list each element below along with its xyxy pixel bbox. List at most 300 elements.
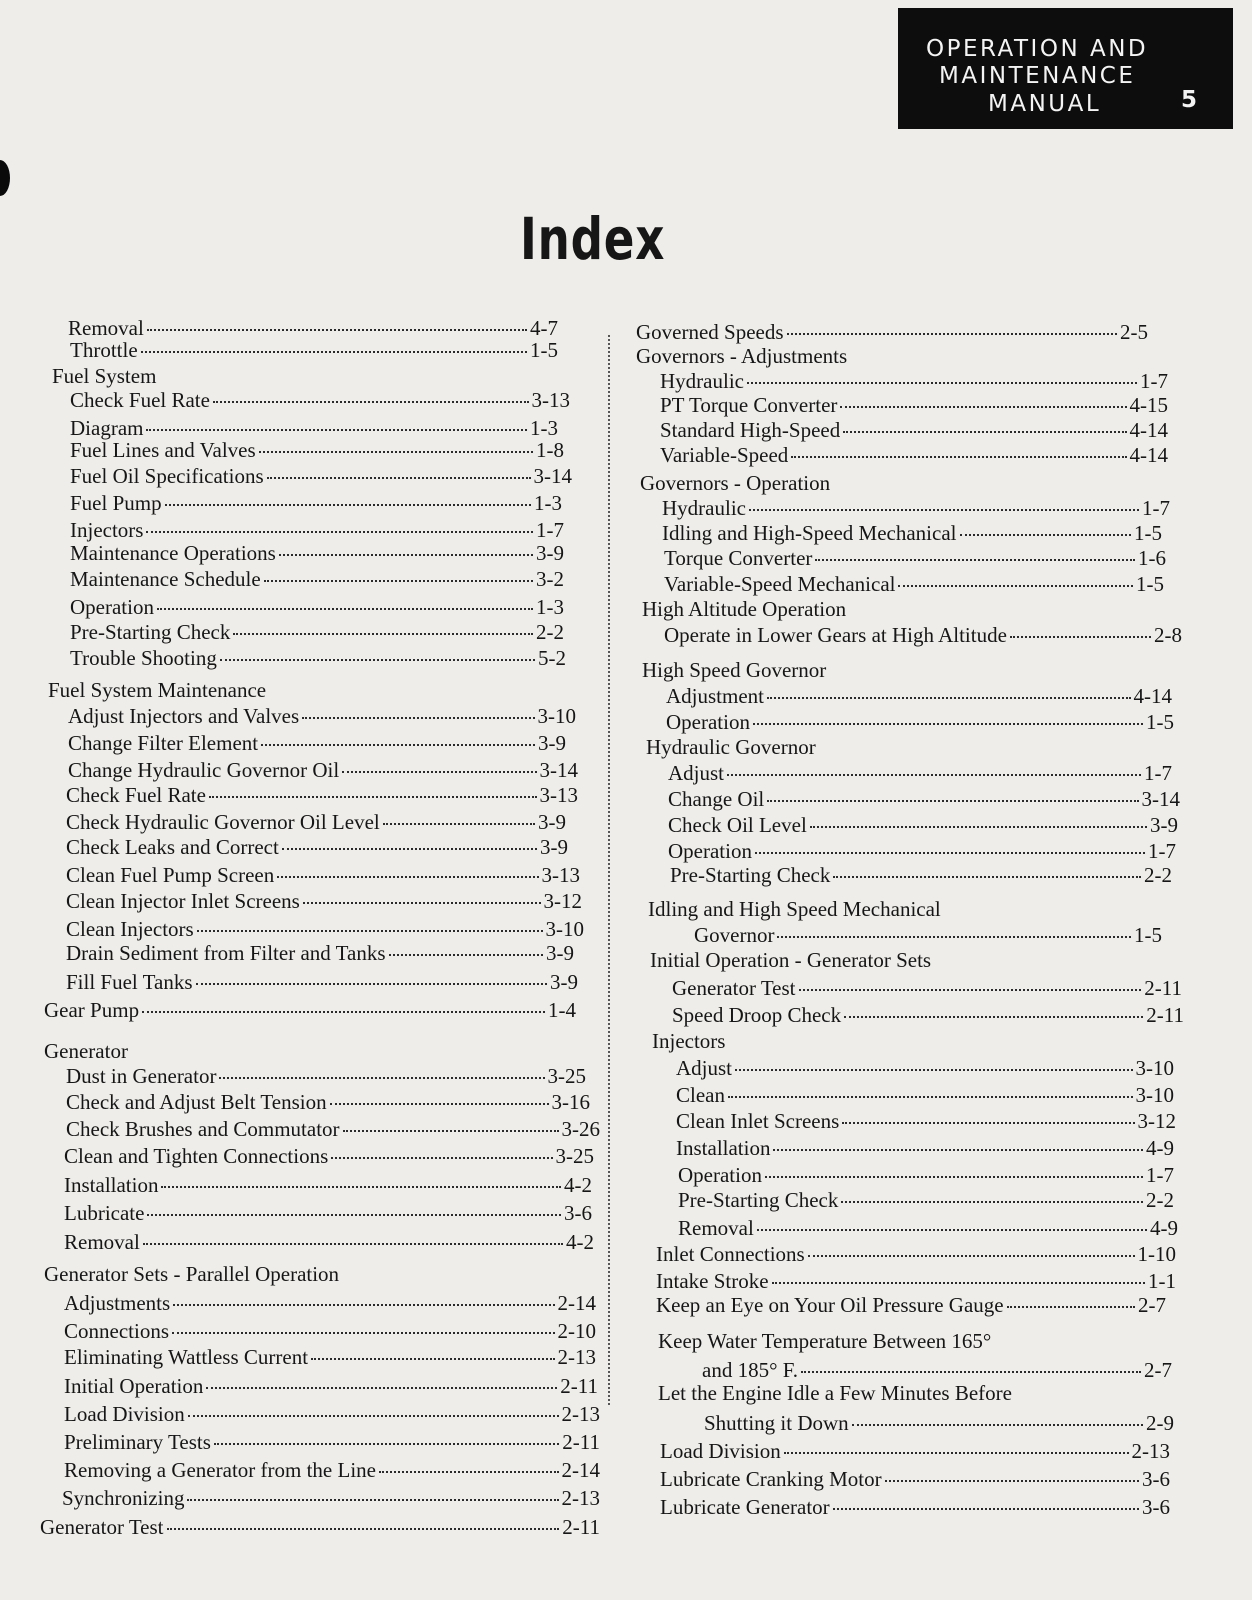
leader-dots (765, 1175, 1143, 1178)
index-entry-page: 1-3 (530, 416, 558, 440)
index-entry-label: Governors - Operation (640, 471, 831, 495)
index-entry (64, 1290, 596, 1316)
index-entry-page: 4-15 (1129, 393, 1168, 417)
leader-dots (843, 430, 1126, 433)
leader-dots (330, 1102, 549, 1105)
index-heading (642, 596, 846, 622)
index-entry-page: 3-13 (539, 783, 578, 807)
index-entry-page: 3-13 (541, 863, 580, 887)
index-entry-page: 3-9 (540, 835, 568, 859)
leader-dots (1007, 1305, 1135, 1308)
index-heading (646, 734, 816, 760)
index-entry (70, 619, 564, 645)
index-entry-label: Operation (678, 1163, 762, 1187)
index-entry-page: 2-2 (1146, 1188, 1174, 1212)
index-entry-label: Maintenance Schedule (70, 567, 261, 591)
index-entry-page: 2-11 (562, 1515, 600, 1539)
index-entry (66, 1116, 600, 1142)
index-entry (636, 319, 1148, 345)
index-entry-page: 1-7 (1140, 369, 1168, 393)
index-entry-label: Check and Adjust Belt Tension (66, 1090, 327, 1114)
index-heading (44, 1038, 128, 1064)
leader-dots (810, 825, 1147, 828)
index-entry-label: Load Division (64, 1402, 185, 1426)
index-entry-page: 1-3 (536, 595, 564, 619)
index-entry-page: 1-1 (1148, 1269, 1176, 1293)
leader-dots (302, 716, 534, 719)
index-entry (66, 940, 574, 966)
index-entry-label: Operation (70, 595, 154, 619)
leader-dots (755, 851, 1145, 854)
index-entry-page: 3-2 (536, 567, 564, 591)
index-entry-label: Inlet Connections (656, 1242, 805, 1266)
index-entry (70, 540, 564, 566)
index-entry-label: Idling and High-Speed Mechanical (662, 521, 957, 545)
index-heading (658, 1328, 991, 1354)
page-title: Index (520, 205, 666, 273)
index-entry-label: Trouble Shooting (70, 646, 217, 670)
index-entry-page: 3-9 (536, 541, 564, 565)
index-entry-label: Governor (694, 923, 775, 947)
index-entry-page: 3-10 (545, 917, 584, 941)
index-heading (52, 363, 156, 389)
index-entry-label: Clean Inlet Screens (676, 1109, 840, 1133)
leader-dots (197, 929, 543, 932)
index-entry-page: 2-13 (557, 1345, 596, 1369)
leader-dots (165, 503, 531, 506)
index-entry-label: Connections (64, 1319, 169, 1343)
index-entry-label: Speed Droop Check (672, 1003, 842, 1027)
index-entry (70, 337, 558, 363)
index-entry-page: 2-2 (1144, 863, 1172, 887)
index-entry-page: 5-2 (538, 646, 566, 670)
index-entry-label: Hydraulic (662, 496, 746, 520)
leader-dots (261, 743, 535, 746)
index-entry-label: Initial Operation (64, 1374, 204, 1398)
index-entry (66, 862, 580, 888)
index-entry-label: Pre-Starting Check (70, 620, 231, 644)
index-entry-label: Installation (676, 1136, 771, 1160)
index-entry-label: Preliminary Tests (64, 1430, 211, 1454)
index-entry (70, 387, 570, 413)
leader-dots (220, 658, 535, 661)
index-heading (652, 1028, 725, 1054)
index-entry-page: 2-11 (1144, 976, 1182, 1000)
index-entry-page: 3-13 (531, 388, 570, 412)
index-entry (670, 862, 1172, 888)
leader-dots (885, 1479, 1139, 1482)
manual-header-box (898, 8, 1233, 129)
index-entry-label: Keep an Eye on Your Oil Pressure Gauge (656, 1293, 1004, 1317)
index-entry-page: 4-14 (1129, 443, 1168, 467)
index-entry-label: Fuel Oil Specifications (70, 464, 264, 488)
index-entry-page: 3-25 (555, 1144, 594, 1168)
index-entry-label: Standard High-Speed (660, 418, 841, 442)
index-entry-page: 2-8 (1154, 623, 1182, 647)
index-entry (656, 1241, 1176, 1267)
leader-dots (787, 332, 1117, 335)
leader-dots (727, 773, 1141, 776)
index-entry-label: Fill Fuel Tanks (66, 970, 193, 994)
leader-dots (147, 328, 527, 331)
index-entry-label: High Altitude Operation (642, 597, 847, 621)
index-entry (64, 1200, 592, 1226)
index-entry (668, 838, 1176, 864)
index-entry-page: 1-7 (1144, 761, 1172, 785)
index-entry-label: Lubricate (64, 1201, 145, 1225)
index-entry-page: 1-5 (1134, 521, 1162, 545)
index-heading (636, 343, 847, 369)
leader-dots (206, 1386, 557, 1389)
index-entry-page: 3-14 (539, 758, 578, 782)
index-entry-label: Clean Injector Inlet Screens (66, 889, 300, 913)
index-entry-page: 3-9 (1150, 813, 1178, 837)
index-entry (668, 786, 1180, 812)
index-entry (66, 1063, 586, 1089)
index-entry (70, 566, 564, 592)
index-heading (642, 657, 826, 683)
index-entry-page: 2-2 (536, 620, 564, 644)
index-entry-label: Removal (678, 1216, 754, 1240)
leader-dots (173, 1303, 554, 1306)
index-entry (672, 975, 1182, 1001)
index-entry-page: 3-6 (564, 1201, 592, 1225)
index-entry-page: 1-5 (1136, 572, 1164, 596)
index-entry-label: Adjustment (666, 684, 764, 708)
index-entry (656, 1292, 1166, 1318)
index-entry (66, 969, 578, 995)
index-entry-page: 1-5 (1134, 923, 1162, 947)
leader-dots (209, 795, 537, 798)
leader-dots (214, 1442, 559, 1445)
index-entry-page: 1-5 (530, 338, 558, 362)
leader-dots (143, 1242, 563, 1245)
index-entry-label: Torque Converter (664, 546, 813, 570)
index-entry-label: Generator (44, 1039, 128, 1063)
index-entry-label: PT Torque Converter (660, 393, 838, 417)
index-entry (64, 1318, 596, 1344)
index-entry-page: 3-25 (547, 1064, 586, 1088)
index-entry (40, 1514, 600, 1540)
index-entry-label: Change Filter Element (68, 731, 259, 755)
index-entry-label: Check Brushes and Commutator (66, 1117, 340, 1141)
column-divider (608, 335, 610, 1405)
index-entry (660, 1494, 1170, 1520)
leader-dots (282, 847, 537, 850)
index-entry (70, 463, 572, 489)
index-entry (660, 417, 1168, 443)
leader-dots (342, 770, 536, 773)
index-entry-page: 4-14 (1129, 418, 1168, 442)
index-heading (658, 1380, 1012, 1406)
index-entry-label: Hydraulic Governor (646, 735, 816, 759)
binding-hole-mark (0, 160, 10, 196)
index-entry-label: and 185° F. (702, 1358, 798, 1382)
index-entry (664, 622, 1182, 648)
index-entry (668, 760, 1172, 786)
index-entry-label: Removal (64, 1230, 140, 1254)
index-heading (48, 677, 266, 703)
index-entry-label: Clean Fuel Pump Screen (66, 863, 275, 887)
index-entry (64, 1373, 598, 1399)
index-entry (656, 1268, 1176, 1294)
leader-dots (842, 1121, 1134, 1124)
index-entry (660, 1438, 1170, 1464)
index-entry (66, 916, 584, 942)
leader-dots (852, 1423, 1143, 1426)
index-entry (660, 368, 1168, 394)
index-entry-label: Dust in Generator (66, 1064, 217, 1088)
index-entry-label: Variable-Speed Mechanical (664, 572, 896, 596)
index-entry (66, 782, 578, 808)
index-entry-label: Fuel System (52, 364, 157, 388)
index-entry (666, 709, 1174, 735)
index-entry (676, 1108, 1176, 1134)
index-entry (668, 812, 1178, 838)
index-entry-label: Generator Test (672, 976, 796, 1000)
header-page-number: 5 (1181, 87, 1200, 113)
index-entry-label: Clean Injectors (66, 917, 194, 941)
leader-dots (146, 428, 527, 431)
leader-dots (167, 1527, 560, 1530)
index-entry-page: 3-9 (538, 731, 566, 755)
leader-dots (801, 1370, 1141, 1373)
index-entry-label: Intake Stroke (656, 1269, 769, 1293)
leader-dots (777, 935, 1131, 938)
leader-dots (1010, 635, 1151, 638)
index-entry-page: 2-9 (1146, 1411, 1174, 1435)
leader-dots (213, 400, 529, 403)
leader-dots (960, 533, 1132, 536)
index-entry-page: 3-10 (1135, 1083, 1174, 1107)
index-entry (64, 1457, 600, 1483)
index-entry-page: 3-6 (1142, 1495, 1170, 1519)
index-entry (68, 703, 576, 729)
index-entry-label: Clean (676, 1083, 725, 1107)
leader-dots (773, 1148, 1143, 1151)
index-entry-page: 4-9 (1146, 1136, 1174, 1160)
leader-dots (753, 722, 1143, 725)
leader-dots (196, 982, 548, 985)
index-entry-page: 2-10 (557, 1319, 596, 1343)
leader-dots (772, 1281, 1145, 1284)
leader-dots (767, 799, 1138, 802)
leader-dots (311, 1357, 554, 1360)
index-entry (68, 730, 566, 756)
header-line-1: OPERATION AND (926, 36, 1149, 62)
index-entry-label: Pre-Starting Check (678, 1188, 839, 1212)
leader-dots (383, 822, 535, 825)
index-entry-label: Lubricate Cranking Motor (660, 1467, 882, 1491)
index-entry (64, 1143, 594, 1169)
index-entry (704, 1410, 1174, 1436)
leader-dots (784, 1451, 1129, 1454)
index-entry-label: Load Division (660, 1439, 781, 1463)
index-entry-label: Pre-Starting Check (670, 863, 831, 887)
index-entry-page: 1-8 (536, 438, 564, 462)
index-entry (66, 888, 582, 914)
index-entry-label: Change Hydraulic Governor Oil (68, 758, 340, 782)
index-entry-page: 3-6 (1142, 1467, 1170, 1491)
index-entry-label: Generator Test (40, 1515, 164, 1539)
index-entry (660, 392, 1168, 418)
index-entry (666, 683, 1172, 709)
index-entry (678, 1162, 1174, 1188)
index-entry-page: 1-7 (1142, 496, 1170, 520)
index-entry-page: 3-26 (561, 1117, 600, 1141)
header-line-3: MANUAL (988, 91, 1102, 117)
index-entry (66, 834, 568, 860)
index-entry-label: Lubricate Generator (660, 1495, 830, 1519)
index-entry-label: Throttle (70, 338, 138, 362)
index-entry-label: Removal (68, 316, 144, 340)
index-entry (676, 1135, 1174, 1161)
leader-dots (749, 508, 1139, 511)
index-entry-label: Idling and High Speed Mechanical (648, 897, 941, 921)
index-entry-label: Diagram (70, 416, 144, 440)
index-entry-page: 2-11 (560, 1374, 598, 1398)
leader-dots (343, 1129, 559, 1132)
leader-dots (267, 476, 531, 479)
index-entry (672, 1002, 1184, 1028)
index-entry-page: 2-14 (557, 1291, 596, 1315)
leader-dots (331, 1156, 552, 1159)
index-entry-label: Shutting it Down (704, 1411, 849, 1435)
index-entry (676, 1055, 1174, 1081)
index-entry-label: Injectors (70, 518, 144, 542)
leader-dots (833, 875, 1141, 878)
index-entry-label: Check Leaks and Correct (66, 835, 279, 859)
leader-dots (161, 1185, 561, 1188)
index-entry-page: 1-3 (534, 491, 562, 515)
index-entry (676, 1082, 1174, 1108)
leader-dots (219, 1076, 544, 1079)
leader-dots (389, 953, 543, 956)
index-entry (662, 520, 1162, 546)
index-entry-label: Fuel Lines and Valves (70, 438, 256, 462)
index-entry-page: 1-10 (1137, 1242, 1176, 1266)
index-entry (64, 1429, 600, 1455)
index-entry-page: 3-12 (1137, 1109, 1176, 1133)
index-entry-page: 4-2 (564, 1173, 592, 1197)
leader-dots (728, 1095, 1133, 1098)
leader-dots (264, 579, 533, 582)
index-entry-page: 2-5 (1120, 320, 1148, 344)
index-entry-page: 3-12 (543, 889, 582, 913)
index-entry-page: 4-7 (530, 316, 558, 340)
index-entry-label: Removing a Generator from the Line (64, 1458, 376, 1482)
index-entry-label: Keep Water Temperature Between 165° (658, 1329, 992, 1353)
index-entry-label: Gear Pump (44, 998, 140, 1022)
index-entry-label: Fuel System Maintenance (48, 678, 267, 702)
index-entry-label: Check Fuel Rate (66, 783, 206, 807)
index-entry-page: 1-4 (548, 998, 576, 1022)
index-entry-page: 3-9 (546, 941, 574, 965)
index-entry (678, 1187, 1174, 1213)
index-entry-page: 1-7 (1146, 1163, 1174, 1187)
index-entry-page: 3-14 (533, 464, 572, 488)
index-entry-label: Synchronizing (62, 1486, 185, 1510)
index-entry-label: Initial Operation - Generator Sets (650, 948, 932, 972)
leader-dots (141, 350, 527, 353)
index-entry-label: Check Hydraulic Governor Oil Level (66, 810, 380, 834)
index-heading (640, 470, 830, 496)
leader-dots (188, 1414, 559, 1417)
index-entry (660, 1466, 1170, 1492)
index-entry-label: Adjustments (64, 1291, 171, 1315)
index-entry-page: 2-14 (561, 1458, 600, 1482)
leader-dots (277, 875, 538, 878)
index-entry-label: Eliminating Wattless Current (64, 1345, 309, 1369)
index-entry (44, 997, 576, 1023)
index-heading (650, 947, 931, 973)
index-entry-page: 3-10 (1135, 1056, 1174, 1080)
leader-dots (142, 1010, 545, 1013)
leader-dots (757, 1228, 1147, 1231)
leader-dots (735, 1068, 1132, 1071)
index-entry-page: 1-5 (1146, 710, 1174, 734)
index-entry-page: 2-11 (1146, 1003, 1184, 1027)
leader-dots (815, 558, 1135, 561)
leader-dots (187, 1498, 558, 1501)
index-entry (70, 490, 562, 516)
index-entry-label: Adjust Injectors and Valves (68, 704, 300, 728)
index-entry (660, 442, 1168, 468)
index-entry (62, 1485, 600, 1511)
index-entry-label: Governors - Adjustments (636, 344, 848, 368)
leader-dots (279, 553, 533, 556)
leader-dots (233, 632, 533, 635)
index-entry (66, 809, 566, 835)
index-entry-label: Operation (668, 839, 752, 863)
index-entry (70, 437, 564, 463)
leader-dots (147, 1213, 561, 1216)
index-entry-page: 3-9 (538, 810, 566, 834)
leader-dots (808, 1254, 1135, 1257)
leader-dots (833, 1507, 1139, 1510)
index-entry (64, 1172, 592, 1198)
index-entry-page: 2-7 (1144, 1358, 1172, 1382)
leader-dots (747, 381, 1137, 384)
index-entry (64, 1344, 596, 1370)
leader-dots (898, 584, 1133, 587)
leader-dots (379, 1470, 559, 1473)
leader-dots (791, 455, 1126, 458)
index-entry (70, 645, 566, 671)
index-entry-page: 1-7 (536, 518, 564, 542)
leader-dots (840, 405, 1126, 408)
index-heading (648, 896, 941, 922)
index-entry (70, 594, 564, 620)
index-entry-page: 2-11 (562, 1430, 600, 1454)
index-entry-label: Hydraulic (660, 369, 744, 393)
index-entry-label: Change Oil (668, 787, 765, 811)
index-entry-label: Operate in Lower Gears at High Altitude (664, 623, 1007, 647)
index-entry-page: 3-14 (1141, 787, 1180, 811)
index-entry (678, 1215, 1178, 1241)
index-entry-page: 1-7 (1148, 839, 1176, 863)
index-entry-label: Check Oil Level (668, 813, 807, 837)
header-line-2: MAINTENANCE (939, 63, 1136, 89)
index-entry-label: Operation (666, 710, 750, 734)
index-entry-page: 1-6 (1138, 546, 1166, 570)
leader-dots (799, 988, 1142, 991)
index-entry-label: Check Fuel Rate (70, 388, 210, 412)
leader-dots (844, 1015, 1143, 1018)
leader-dots (172, 1331, 555, 1334)
leader-dots (841, 1200, 1143, 1203)
index-entry-label: Governed Speeds (636, 320, 784, 344)
